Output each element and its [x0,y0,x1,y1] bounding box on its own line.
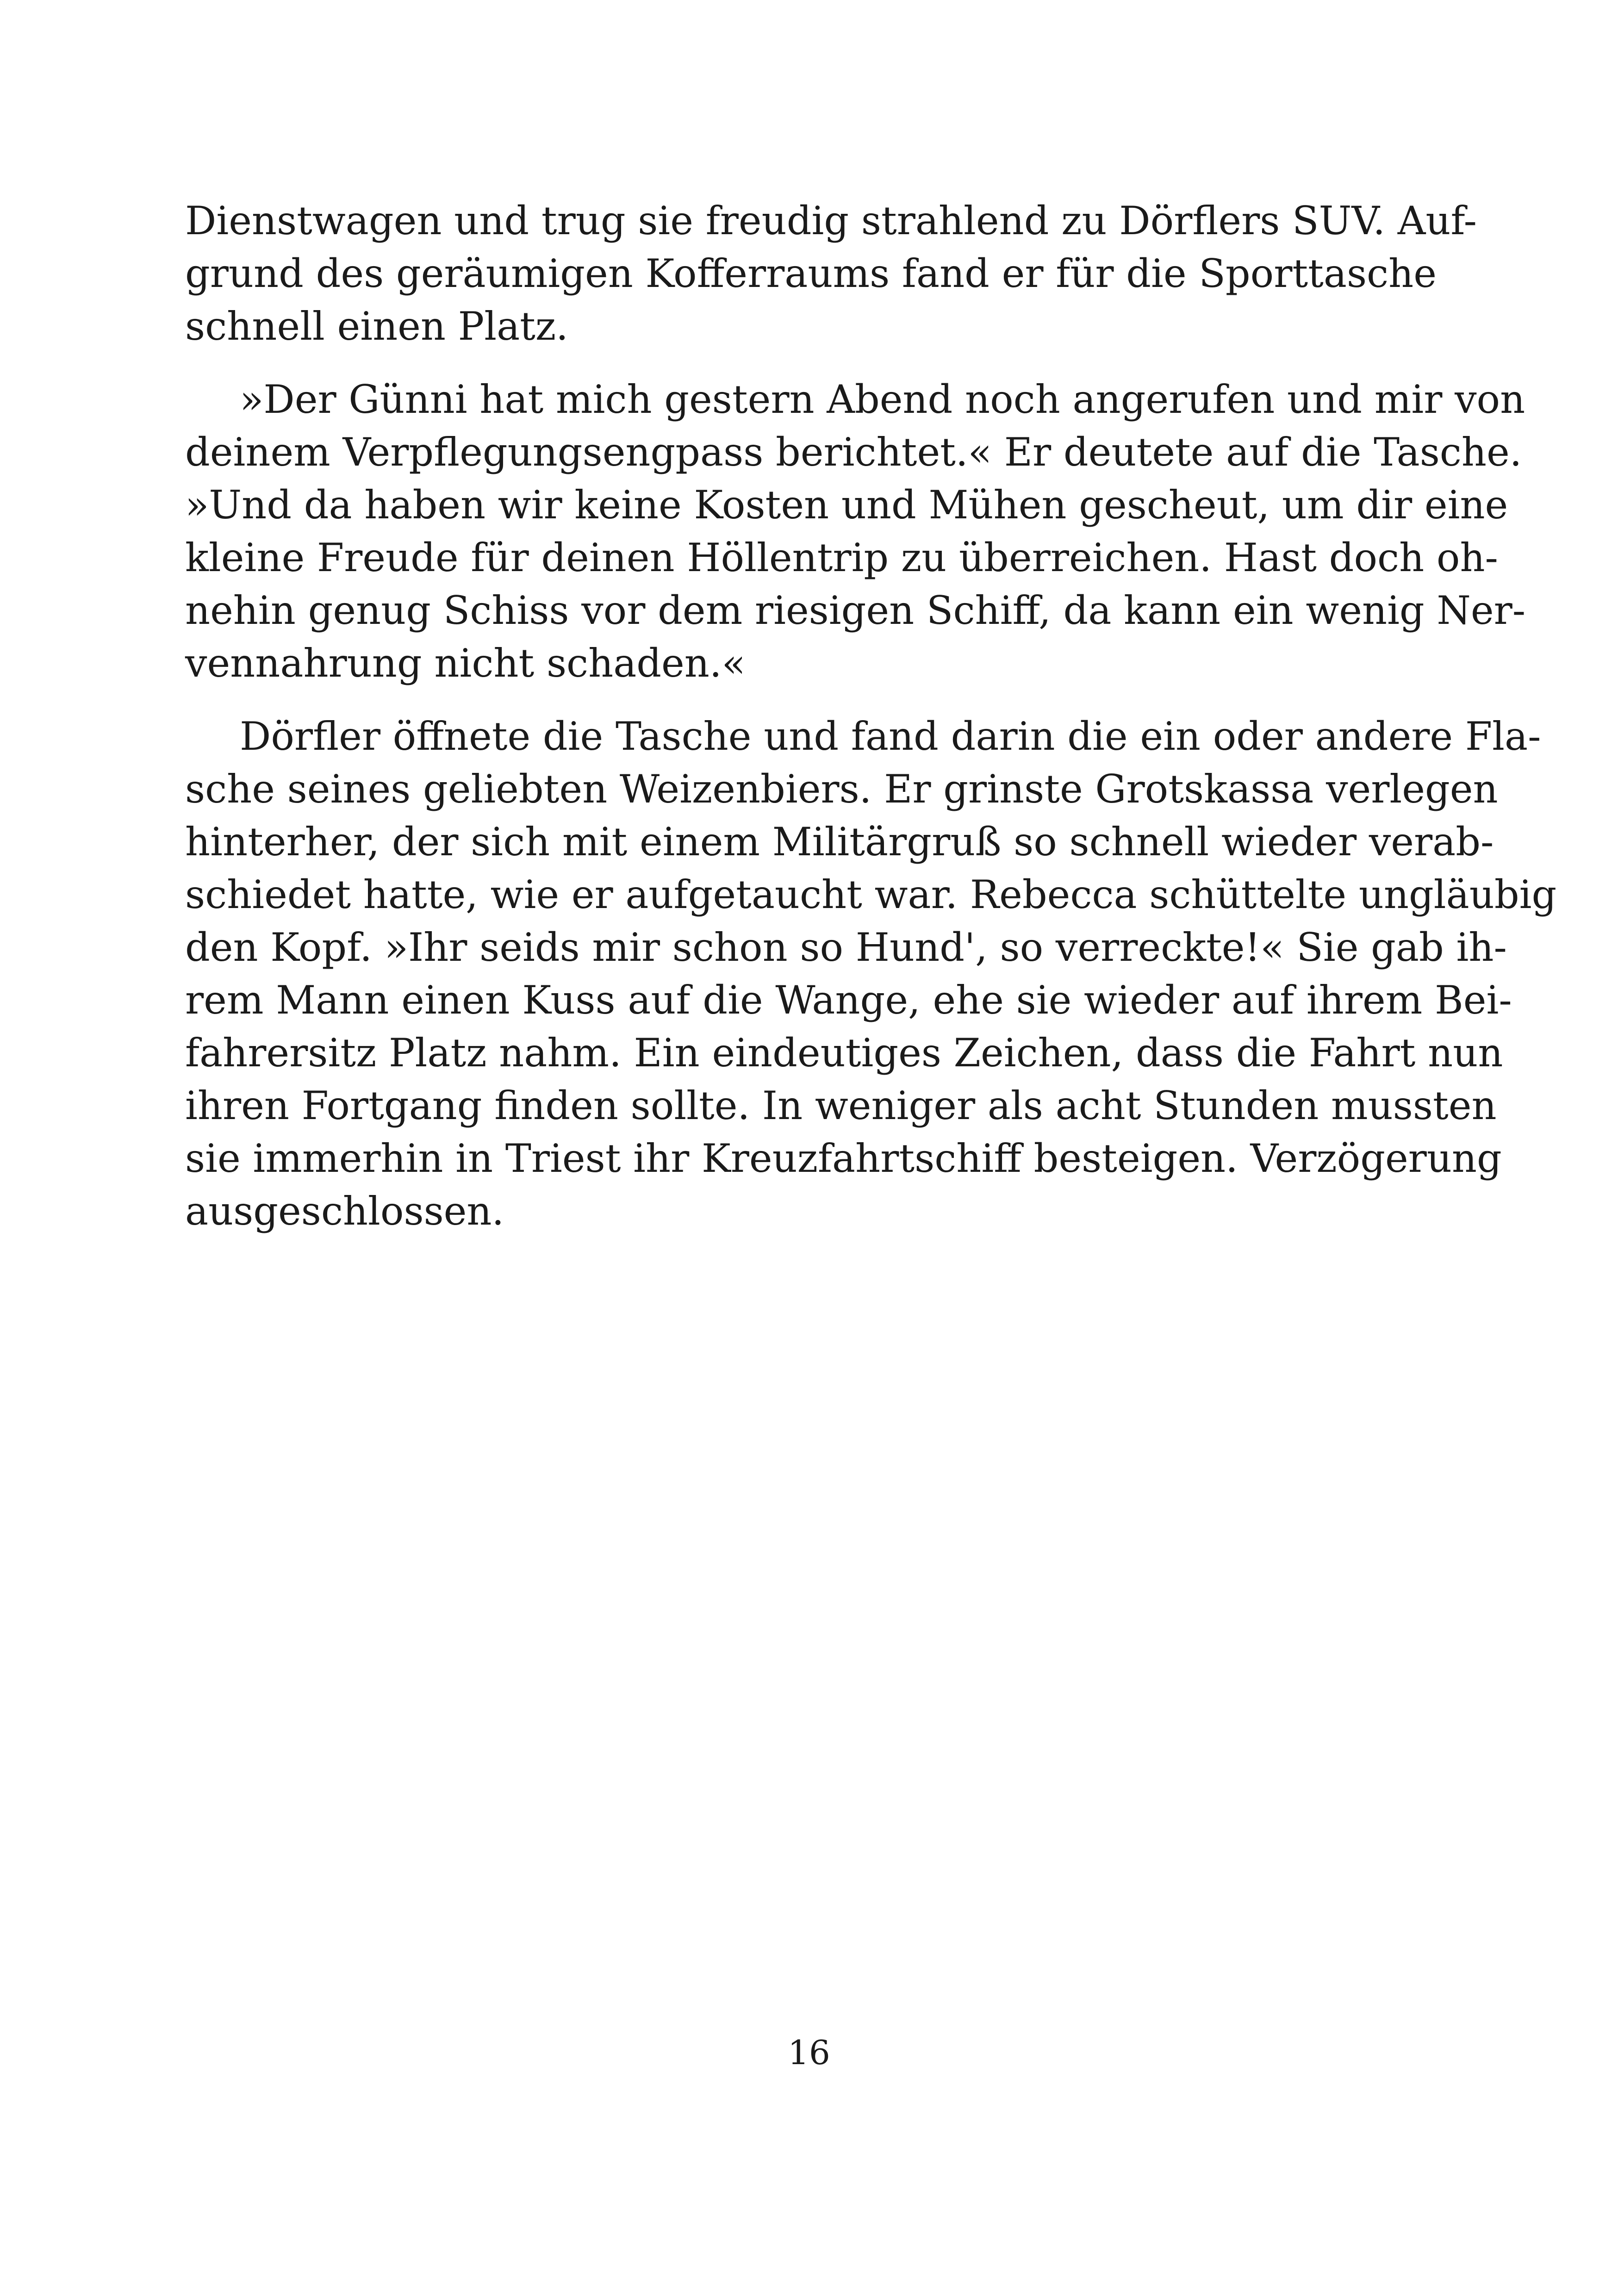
text-line: schiedet hatte, wie er aufgetaucht war. Rebecca schüttelte ungläubig [185,872,1557,917]
paragraph-3 [185,710,1557,1238]
text-line: kleine Freude für deinen Höllentrip zu überreichen. Hast doch oh- [185,535,1498,580]
text-line: grund des geräumigen Kofferraums fand er für die Sporttasche [185,251,1437,296]
text-line: »Der Günni hat mich gestern Abend noch angerufen und mir von [240,377,1525,422]
text-line: ihren Fortgang finden sollte. In weniger als acht Stunden mussten [185,1083,1497,1128]
paragraph-1 [185,194,1477,353]
text-line: fahrersitz Platz nahm. Ein eindeutiges Zeichen, dass die Fahrt nun [185,1030,1503,1076]
text-line: sche seines geliebten Weizenbiers. Er grinste Grotskassa verlegen [185,766,1498,812]
text-line: deinem Verpflegungsengpass berichtet.« Er deutete auf die Tasche. [185,429,1522,475]
body-text [185,194,1557,1258]
text-line: Dienstwagen und trug sie freudig strahlend zu Dörflers SUV. Auf- [185,198,1477,243]
text-line: rem Mann einen Kuss auf die Wange, ehe sie wieder auf ihrem Bei- [185,977,1512,1023]
text-line: hinterher, der sich mit einem Militärgruß so schnell wieder verab- [185,819,1494,865]
page-number: 16 [788,2033,830,2072]
text-line: sie immerhin in Triest ihr Kreuzfahrtschiff besteigen. Verzögerung [185,1136,1502,1181]
text-line: Dörfler öffnete die Tasche und fand darin die ein oder andere Fla- [240,714,1541,759]
paragraph-2 [185,373,1526,690]
text-line: vennahrung nicht schaden.« [185,641,746,686]
text-line: ausgeschlossen. [185,1188,504,1234]
text-line: den Kopf. »Ihr seids mir schon so Hund', so verreckte!« Sie gab ih- [185,925,1507,970]
text-line: nehin genug Schiss vor dem riesigen Schiff, da kann ein wenig Ner- [185,588,1526,633]
text-line: »Und da haben wir keine Kosten und Mühen gescheut, um dir eine [185,482,1508,528]
text-line: schnell einen Platz. [185,304,568,349]
